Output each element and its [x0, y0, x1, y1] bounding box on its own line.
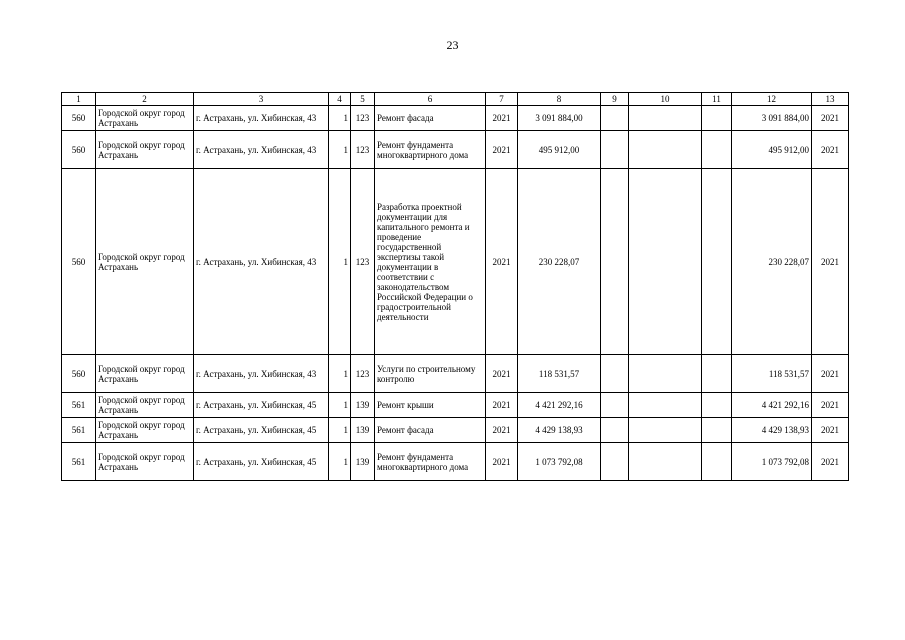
cell-col11	[702, 355, 732, 393]
cell-col4: 1	[329, 106, 351, 131]
cell-work-type: Ремонт фасада	[375, 418, 486, 443]
page-number: 23	[446, 38, 459, 52]
cell-address: г. Астрахань, ул. Хибинская, 45	[194, 418, 329, 443]
cell-work-type: Ремонт фундамента многоквартирного дома	[375, 131, 486, 169]
header-cell: 4	[329, 93, 351, 106]
cell-col4: 1	[329, 393, 351, 418]
cell-work-type: Разработка проектной документации для капитального ремонта и проведение государственной экспертизы такой документации в соответствии с законодательством Российской Федерации о градостроительной деятельности	[375, 169, 486, 355]
cell-number: 560	[62, 106, 96, 131]
cell-col9	[601, 443, 629, 481]
header-cell: 10	[629, 93, 702, 106]
cell-municipality: Городской округ город Астрахань	[96, 131, 194, 169]
cell-year-end: 2021	[812, 106, 849, 131]
cell-address: г. Астрахань, ул. Хибинская, 43	[194, 131, 329, 169]
cell-address: г. Астрахань, ул. Хибинская, 43	[194, 169, 329, 355]
cell-col11	[702, 131, 732, 169]
cell-work-type: Ремонт фундамента многоквартирного дома	[375, 443, 486, 481]
cell-year-end: 2021	[812, 169, 849, 355]
cell-col10	[629, 106, 702, 131]
cell-municipality: Городской округ город Астрахань	[96, 393, 194, 418]
cell-amount-total: 1 073 792,08	[732, 443, 812, 481]
cell-col5: 123	[351, 131, 375, 169]
table-row	[62, 169, 849, 355]
cell-municipality: Городской округ город Астрахань	[96, 443, 194, 481]
register-table	[61, 92, 849, 481]
cell-year: 2021	[486, 355, 518, 393]
cell-col9	[601, 131, 629, 169]
header-cell: 7	[486, 93, 518, 106]
cell-year-end: 2021	[812, 131, 849, 169]
cell-year: 2021	[486, 418, 518, 443]
header-cell: 5	[351, 93, 375, 106]
header-cell: 6	[375, 93, 486, 106]
cell-col5: 139	[351, 418, 375, 443]
cell-address: г. Астрахань, ул. Хибинская, 45	[194, 443, 329, 481]
cell-col5: 123	[351, 169, 375, 355]
cell-address: г. Астрахань, ул. Хибинская, 43	[194, 106, 329, 131]
header-row	[62, 93, 849, 106]
cell-col9	[601, 355, 629, 393]
cell-number: 561	[62, 393, 96, 418]
cell-year-end: 2021	[812, 418, 849, 443]
cell-amount: 3 091 884,00	[518, 106, 601, 131]
cell-col10	[629, 355, 702, 393]
table-row	[62, 393, 849, 418]
cell-col10	[629, 418, 702, 443]
table-row	[62, 443, 849, 481]
cell-address: г. Астрахань, ул. Хибинская, 43	[194, 355, 329, 393]
cell-address: г. Астрахань, ул. Хибинская, 45	[194, 393, 329, 418]
cell-amount: 4 429 138,93	[518, 418, 601, 443]
cell-work-type: Ремонт фасада	[375, 106, 486, 131]
cell-year-end: 2021	[812, 393, 849, 418]
cell-amount: 495 912,00	[518, 131, 601, 169]
header-cell: 9	[601, 93, 629, 106]
cell-col10	[629, 169, 702, 355]
cell-col10	[629, 443, 702, 481]
header-cell: 8	[518, 93, 601, 106]
header-cell: 1	[62, 93, 96, 106]
cell-amount: 118 531,57	[518, 355, 601, 393]
cell-col5: 123	[351, 355, 375, 393]
cell-col5: 139	[351, 393, 375, 418]
cell-amount-total: 3 091 884,00	[732, 106, 812, 131]
cell-col9	[601, 393, 629, 418]
cell-work-type: Услуги по строительному контролю	[375, 355, 486, 393]
cell-year: 2021	[486, 393, 518, 418]
cell-municipality: Городской округ город Астрахань	[96, 355, 194, 393]
cell-work-type: Ремонт крыши	[375, 393, 486, 418]
cell-year: 2021	[486, 131, 518, 169]
cell-municipality: Городской округ город Астрахань	[96, 169, 194, 355]
cell-col4: 1	[329, 169, 351, 355]
cell-col5: 139	[351, 443, 375, 481]
cell-col10	[629, 393, 702, 418]
cell-col4: 1	[329, 443, 351, 481]
cell-number: 561	[62, 443, 96, 481]
cell-col9	[601, 169, 629, 355]
cell-amount-total: 118 531,57	[732, 355, 812, 393]
cell-number: 560	[62, 355, 96, 393]
cell-number: 561	[62, 418, 96, 443]
header-cell: 3	[194, 93, 329, 106]
cell-amount-total: 4 429 138,93	[732, 418, 812, 443]
table-row	[62, 355, 849, 393]
cell-amount-total: 230 228,07	[732, 169, 812, 355]
cell-col4: 1	[329, 418, 351, 443]
table-row	[62, 106, 849, 131]
cell-year-end: 2021	[812, 443, 849, 481]
cell-amount-total: 495 912,00	[732, 131, 812, 169]
cell-col10	[629, 131, 702, 169]
cell-col11	[702, 443, 732, 481]
cell-amount: 1 073 792,08	[518, 443, 601, 481]
table-row	[62, 418, 849, 443]
cell-municipality: Городской округ город Астрахань	[96, 106, 194, 131]
header-cell: 2	[96, 93, 194, 106]
cell-col9	[601, 106, 629, 131]
cell-year: 2021	[486, 169, 518, 355]
header-cell: 13	[812, 93, 849, 106]
cell-col11	[702, 106, 732, 131]
cell-col9	[601, 418, 629, 443]
cell-col4: 1	[329, 131, 351, 169]
table-row	[62, 131, 849, 169]
cell-number: 560	[62, 131, 96, 169]
cell-col4: 1	[329, 355, 351, 393]
cell-year: 2021	[486, 443, 518, 481]
cell-col11	[702, 169, 732, 355]
cell-col11	[702, 393, 732, 418]
cell-amount: 230 228,07	[518, 169, 601, 355]
cell-year-end: 2021	[812, 355, 849, 393]
cell-amount-total: 4 421 292,16	[732, 393, 812, 418]
cell-col5: 123	[351, 106, 375, 131]
cell-number: 560	[62, 169, 96, 355]
cell-amount: 4 421 292,16	[518, 393, 601, 418]
header-cell: 11	[702, 93, 732, 106]
cell-year: 2021	[486, 106, 518, 131]
cell-col11	[702, 418, 732, 443]
cell-municipality: Городской округ город Астрахань	[96, 418, 194, 443]
header-cell: 12	[732, 93, 812, 106]
